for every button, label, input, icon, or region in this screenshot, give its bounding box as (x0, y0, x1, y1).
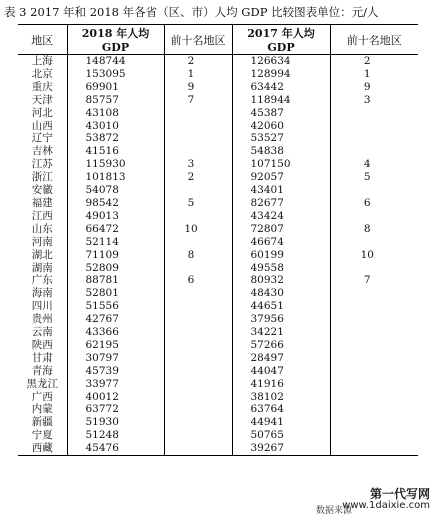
cell-gdp-2018: 69901 (67, 81, 164, 94)
cell-rank-2017 (330, 352, 418, 365)
cell-rank-2018 (164, 352, 232, 365)
cell-region: 宁夏 (31, 429, 53, 442)
cell-gdp-2018: 53872 (67, 132, 164, 145)
cell-region: 北京 (31, 67, 53, 80)
cell-rank-2017 (330, 416, 418, 429)
cell-rank-2018 (164, 300, 232, 313)
cell-gdp-2018: 101813 (67, 171, 164, 184)
cell-rank-2018 (164, 313, 232, 326)
cell-rank-2018: 7 (164, 94, 232, 107)
cell-gdp-2017: 57266 (232, 339, 330, 352)
table-row (18, 249, 418, 262)
cell-region: 辽宁 (31, 132, 53, 145)
cell-gdp-2018: 45739 (67, 365, 164, 378)
cell-gdp-2017: 49558 (232, 262, 330, 275)
cell-rank-2017: 7 (330, 274, 418, 287)
cell-gdp-2017: 28497 (232, 352, 330, 365)
cell-region: 贵州 (31, 313, 53, 326)
cell-region: 黑龙江 (26, 377, 58, 390)
cell-rank-2018: 2 (164, 55, 232, 68)
cell-gdp-2017: 37956 (232, 313, 330, 326)
cell-rank-2017: 3 (330, 94, 418, 107)
cell-rank-2018 (164, 210, 232, 223)
cell-gdp-2017: 50765 (232, 429, 330, 442)
cell-rank-2018 (164, 120, 232, 133)
cell-gdp-2018: 42767 (67, 313, 164, 326)
cell-gdp-2018: 85757 (67, 94, 164, 107)
cell-region: 陕西 (31, 338, 53, 351)
header-gdp-2018: 2018 年人均 GDP (67, 25, 164, 55)
cell-gdp-2017: 63442 (232, 81, 330, 94)
cell-gdp-2017: 82677 (232, 197, 330, 210)
cell-gdp-2018: 41516 (67, 145, 164, 158)
table-row (18, 236, 418, 249)
cell-gdp-2017: 92057 (232, 171, 330, 184)
source-note: 数据来源 (316, 506, 353, 516)
table-row (18, 429, 418, 442)
cell-rank-2018 (164, 326, 232, 339)
cell-rank-2017 (330, 403, 418, 416)
table-header-row (18, 25, 418, 55)
cell-rank-2017 (330, 326, 418, 339)
cell-gdp-2017: 53527 (232, 132, 330, 145)
table-row (18, 262, 418, 275)
cell-region: 河北 (31, 106, 53, 119)
cell-gdp-2017: 63764 (232, 403, 330, 416)
cell-gdp-2018: 43010 (67, 120, 164, 133)
cell-gdp-2017: 38102 (232, 391, 330, 404)
cell-region: 湖北 (31, 248, 53, 261)
cell-rank-2018 (164, 145, 232, 158)
cell-gdp-2018: 45476 (67, 442, 164, 455)
table-row (18, 197, 418, 210)
cell-gdp-2018: 66472 (67, 223, 164, 236)
cell-rank-2017 (330, 442, 418, 455)
cell-rank-2017: 6 (330, 197, 418, 210)
cell-region: 山东 (31, 222, 53, 235)
cell-gdp-2018: 52801 (67, 287, 164, 300)
cell-region: 湖南 (31, 261, 53, 274)
cell-rank-2017 (330, 145, 418, 158)
table-row (18, 326, 418, 339)
cell-rank-2017 (330, 429, 418, 442)
table-row (18, 81, 418, 94)
cell-gdp-2017: 60199 (232, 249, 330, 262)
table-row (18, 210, 418, 223)
table-row (18, 107, 418, 120)
cell-gdp-2018: 51556 (67, 300, 164, 313)
cell-rank-2017 (330, 132, 418, 145)
cell-gdp-2018: 52114 (67, 236, 164, 249)
table-row (18, 300, 418, 313)
cell-rank-2018: 8 (164, 249, 232, 262)
cell-rank-2018 (164, 416, 232, 429)
table-row (18, 145, 418, 158)
cell-rank-2018: 1 (164, 68, 232, 81)
cell-rank-2017 (330, 184, 418, 197)
cell-gdp-2018: 33977 (67, 378, 164, 391)
cell-gdp-2017: 34221 (232, 326, 330, 339)
cell-region: 广西 (31, 390, 53, 403)
cell-gdp-2017: 80932 (232, 274, 330, 287)
cell-gdp-2018: 62195 (67, 339, 164, 352)
cell-gdp-2017: 48430 (232, 287, 330, 300)
cell-gdp-2018: 52809 (67, 262, 164, 275)
cell-rank-2017: 5 (330, 171, 418, 184)
cell-gdp-2017: 43401 (232, 184, 330, 197)
cell-gdp-2018: 49013 (67, 210, 164, 223)
cell-region: 天津 (31, 93, 53, 106)
table-row (18, 365, 418, 378)
cell-gdp-2017: 107150 (232, 158, 330, 171)
cell-rank-2018 (164, 184, 232, 197)
cell-gdp-2017: 41916 (232, 378, 330, 391)
table-body (18, 55, 418, 456)
cell-gdp-2018: 43108 (67, 107, 164, 120)
cell-rank-2017 (330, 236, 418, 249)
cell-gdp-2017: 44941 (232, 416, 330, 429)
cell-gdp-2018: 43366 (67, 326, 164, 339)
cell-gdp-2017: 44047 (232, 365, 330, 378)
cell-gdp-2018: 71109 (67, 249, 164, 262)
cell-region: 新疆 (31, 416, 53, 429)
cell-rank-2017 (330, 262, 418, 275)
table-row (18, 158, 418, 171)
cell-region: 重庆 (31, 80, 53, 93)
cell-region: 江西 (31, 209, 53, 222)
cell-rank-2017: 1 (330, 68, 418, 81)
cell-rank-2017 (330, 120, 418, 133)
cell-region: 福建 (31, 196, 53, 209)
cell-gdp-2017: 45387 (232, 107, 330, 120)
table-row (18, 171, 418, 184)
cell-gdp-2018: 54078 (67, 184, 164, 197)
table-row (18, 416, 418, 429)
cell-gdp-2018: 88781 (67, 274, 164, 287)
cell-rank-2017 (330, 287, 418, 300)
cell-rank-2018 (164, 287, 232, 300)
table-row (18, 120, 418, 133)
cell-region: 甘肃 (31, 351, 53, 364)
cell-rank-2018 (164, 442, 232, 455)
cell-region: 广东 (31, 274, 53, 287)
cell-rank-2017 (330, 313, 418, 326)
cell-region: 安徽 (31, 184, 53, 197)
cell-rank-2017 (330, 210, 418, 223)
gdp-table (18, 24, 418, 456)
cell-rank-2018 (164, 378, 232, 391)
table-row (18, 339, 418, 352)
cell-rank-2017: 4 (330, 158, 418, 171)
cell-gdp-2017: 126634 (232, 55, 330, 68)
cell-rank-2018: 2 (164, 171, 232, 184)
cell-gdp-2018: 51930 (67, 416, 164, 429)
cell-region: 青海 (31, 364, 53, 377)
cell-gdp-2017: 46674 (232, 236, 330, 249)
header-gdp-2017: 2017 年人均 GDP (232, 25, 330, 55)
table-row (18, 223, 418, 236)
table-row (18, 274, 418, 287)
table-row (18, 391, 418, 404)
watermark-url: www.1daixie.com (342, 500, 430, 511)
cell-gdp-2018: 40012 (67, 391, 164, 404)
cell-rank-2017: 10 (330, 249, 418, 262)
cell-gdp-2017: 43424 (232, 210, 330, 223)
cell-rank-2018 (164, 365, 232, 378)
table-row (18, 313, 418, 326)
cell-gdp-2017: 128994 (232, 68, 330, 81)
table-row (18, 378, 418, 391)
cell-gdp-2018: 51248 (67, 429, 164, 442)
cell-gdp-2018: 98542 (67, 197, 164, 210)
table-row (18, 287, 418, 300)
cell-rank-2018 (164, 236, 232, 249)
cell-rank-2018: 9 (164, 81, 232, 94)
cell-region: 吉林 (31, 145, 53, 158)
table-row (18, 68, 418, 81)
table-row (18, 403, 418, 416)
cell-rank-2018 (164, 262, 232, 275)
cell-rank-2018: 3 (164, 158, 232, 171)
cell-rank-2018 (164, 132, 232, 145)
header-rank-2018: 前十名地区 (164, 25, 232, 55)
cell-rank-2018 (164, 429, 232, 442)
cell-rank-2017 (330, 378, 418, 391)
cell-rank-2017 (330, 365, 418, 378)
cell-rank-2018 (164, 391, 232, 404)
cell-rank-2017 (330, 300, 418, 313)
cell-region: 山西 (31, 119, 53, 132)
cell-region: 内蒙 (31, 403, 53, 416)
cell-gdp-2017: 54838 (232, 145, 330, 158)
cell-gdp-2017: 39267 (232, 442, 330, 455)
table-row (18, 442, 418, 455)
cell-rank-2018: 5 (164, 197, 232, 210)
cell-rank-2017 (330, 339, 418, 352)
table-row (18, 55, 418, 68)
header-rank-2017: 前十名地区 (330, 25, 418, 55)
table-row (18, 94, 418, 107)
cell-gdp-2017: 72807 (232, 223, 330, 236)
cell-rank-2018 (164, 403, 232, 416)
header-region: 地区 (18, 25, 67, 55)
table-row (18, 352, 418, 365)
cell-rank-2018 (164, 107, 232, 120)
cell-rank-2018: 10 (164, 223, 232, 236)
cell-gdp-2017: 42060 (232, 120, 330, 133)
cell-gdp-2017: 44651 (232, 300, 330, 313)
cell-gdp-2018: 30797 (67, 352, 164, 365)
cell-rank-2017: 2 (330, 55, 418, 68)
cell-rank-2018 (164, 339, 232, 352)
cell-gdp-2018: 153095 (67, 68, 164, 81)
cell-rank-2017: 9 (330, 81, 418, 94)
cell-gdp-2018: 148744 (67, 55, 164, 68)
cell-gdp-2018: 115930 (67, 158, 164, 171)
cell-region: 云南 (31, 326, 53, 339)
cell-region: 浙江 (31, 171, 53, 184)
cell-region: 河南 (31, 235, 53, 248)
cell-gdp-2017: 118944 (232, 94, 330, 107)
cell-region: 江苏 (31, 158, 53, 171)
table-row (18, 132, 418, 145)
table-caption: 表 3 2017 年和 2018 年各省（区、市）人均 GDP 比较图表单位：元/人 (4, 5, 379, 19)
cell-rank-2018: 6 (164, 274, 232, 287)
cell-gdp-2018: 63772 (67, 403, 164, 416)
watermark-title: 第一代写网 (369, 487, 430, 501)
cell-region: 海南 (31, 287, 53, 300)
cell-rank-2017 (330, 391, 418, 404)
watermark (342, 488, 430, 512)
table-row (18, 184, 418, 197)
cell-rank-2017: 8 (330, 223, 418, 236)
cell-region: 西藏 (18, 442, 67, 455)
cell-region: 四川 (31, 300, 53, 313)
cell-region: 上海 (31, 55, 53, 67)
cell-rank-2017 (330, 107, 418, 120)
